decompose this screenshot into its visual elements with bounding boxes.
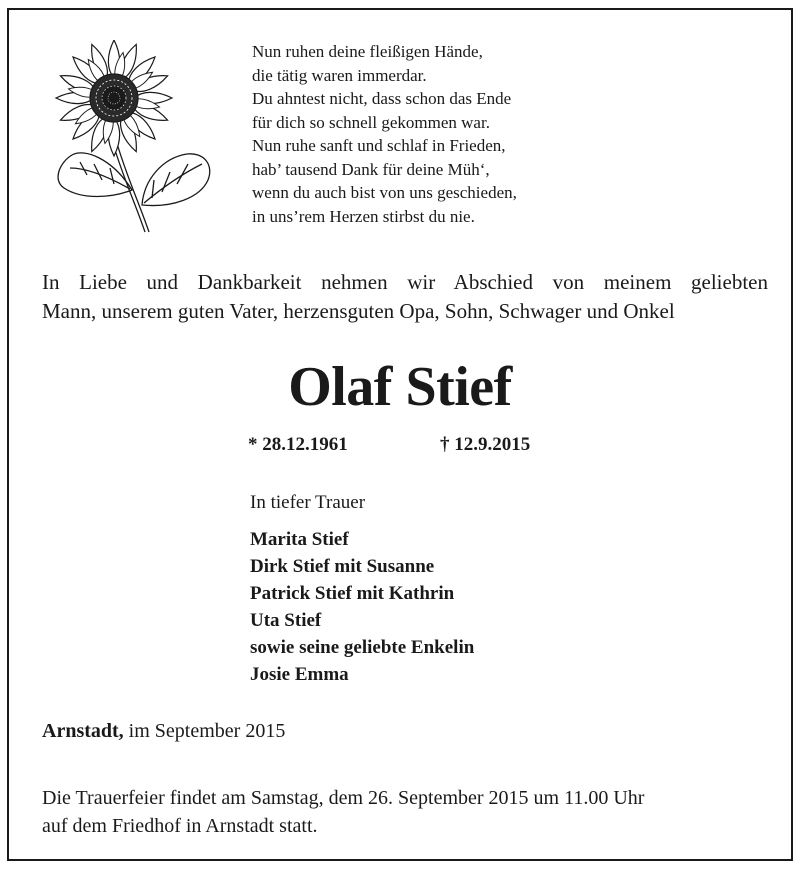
- mourning-label: In tiefer Trauer: [250, 492, 366, 513]
- intro-line: In Liebe und Dankbarkeit nehmen wir Abschied von meinem geliebten: [42, 270, 768, 294]
- poem-line: Nun ruhen deine fleißigen Hände,: [252, 42, 483, 61]
- mourner-name: Marita Stief: [250, 529, 349, 550]
- poem: [252, 40, 517, 228]
- poem-line: für dich so schnell gekommen war.: [252, 112, 490, 132]
- funeral-line: auf dem Friedhof in Arnstadt statt.: [42, 815, 318, 837]
- poem-line: hab’ tausend Dank für deine Müh‘,: [252, 159, 490, 179]
- funeral-line: Die Trauerfeier findet am Samstag, dem 26. September 2015 um 11.00 Uhr: [42, 787, 645, 809]
- poem-line: in uns’rem Herzen stirbst du nie.: [252, 206, 475, 226]
- birth-date: * 28.12.1961: [248, 434, 348, 455]
- funeral-notice: [42, 784, 644, 840]
- intro-text: [42, 268, 768, 326]
- intro-line: Mann, unserem guten Vater, herzensguten Opa, Sohn, Schwager und Onkel: [42, 299, 675, 323]
- place-date-text: im September 2015: [128, 720, 286, 742]
- mourner-name: Josie Emma: [250, 664, 349, 685]
- place-date: [42, 720, 285, 743]
- mourner-name: Uta Stief: [250, 610, 322, 631]
- obituary-frame: [7, 8, 793, 861]
- death-date: † 12.9.2015: [440, 434, 531, 455]
- poem-line: Nun ruhe sanft und schlaf in Frieden,: [252, 136, 506, 155]
- poem-line: Du ahntest nicht, dass schon das Ende: [252, 89, 512, 108]
- mourners-list: [250, 526, 474, 688]
- deceased-name: Olaf Stief: [288, 356, 512, 418]
- place-city: Arnstadt,: [42, 720, 124, 742]
- mourner-name: sowie seine geliebte Enkelin: [250, 637, 475, 658]
- poem-line: wenn du auch bist von uns geschieden,: [252, 183, 517, 202]
- sunflower-icon: [42, 40, 227, 235]
- mourner-name: Patrick Stief mit Kathrin: [250, 583, 455, 604]
- mourner-name: Dirk Stief mit Susanne: [250, 556, 435, 577]
- poem-line: die tätig waren immerdar.: [252, 65, 427, 85]
